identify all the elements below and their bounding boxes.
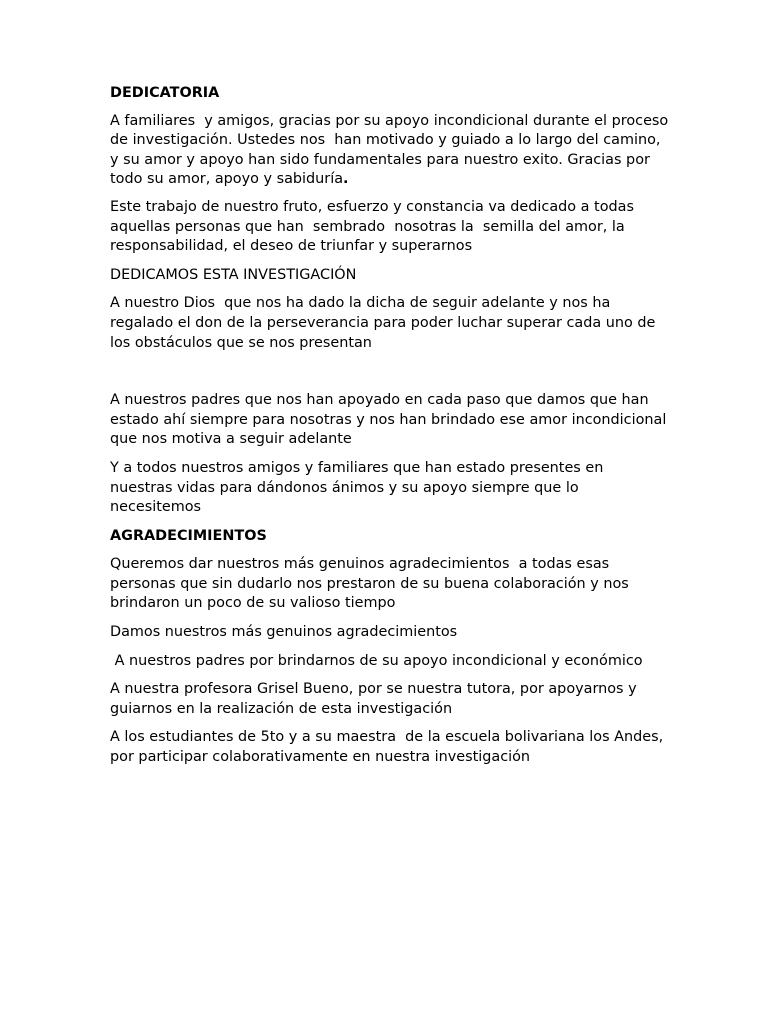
paragraph-profesora: A nuestra profesora Grisel Bueno, por se nuestra tutora, por apoyarnos y guiarnos en la realización de esta investigación	[110, 681, 642, 717]
paragraph-estudiantes: A los estudiantes de 5to y a su maestra de la escuela bolivariana los Andes, por participar colaborativamente en nuestra investigación	[110, 729, 668, 766]
paragraph-familiares-period: .	[343, 171, 349, 188]
agradecimientos-heading: AGRADECIMIENTOS	[110, 527, 267, 544]
paragraph-damos: Damos nuestros más genuinos agradecimientos	[110, 624, 458, 641]
paragraph-queremos: Queremos dar nuestros más genuinos agradecimientos a todas esas personas que sin dudarlo nos prestaron de su buena colaboración y nos brindaron un poco de su valioso tiempo	[110, 556, 634, 612]
paragraph-padres-economico: A nuestros padres por brindarnos de su apoyo incondicional y económico	[110, 652, 643, 669]
document-page	[110, 84, 673, 768]
paragraph-trabajo: Este trabajo de nuestro fruto, esfuerzo y constancia va dedicado a todas aquellas personas que han sembrado nosotras la semilla del amor, la responsabilidad, el deseo de triunfar y superarnos	[110, 198, 639, 255]
paragraph-amigos: Y a todos nuestros amigos y familiares que han estado presentes en nuestras vidas para dándonos ánimos y su apoyo siempre que lo necesitemos	[110, 459, 608, 516]
dedicamos-heading: DEDICAMOS ESTA INVESTIGACIÓN	[110, 266, 357, 283]
paragraph-familiares-text: A familiares y amigos, gracias por su apoyo incondicional durante el proceso de investigación. Ustedes nos han motivado y guiado a lo largo del camino, y su amor y apoyo han sido fundamentales para nuestro exito. Gracias por todo su amor, apoyo y sabiduría	[110, 112, 673, 188]
paragraph-dios: A nuestro Dios que nos ha dado la dicha de seguir adelante y nos ha regalado el don de la perseverancia para poder luchar superar cada uno de los obstáculos que se nos presentan	[110, 295, 660, 351]
paragraph-familiares	[110, 112, 673, 190]
paragraph-padres: A nuestros padres que nos han apoyado en cada paso que damos que han estado ahí siempre para nosotras y nos han brindado ese amor incondicional que nos motiva a seguir adelante	[110, 392, 671, 448]
dedicatoria-heading: DEDICATORIA	[110, 85, 220, 101]
